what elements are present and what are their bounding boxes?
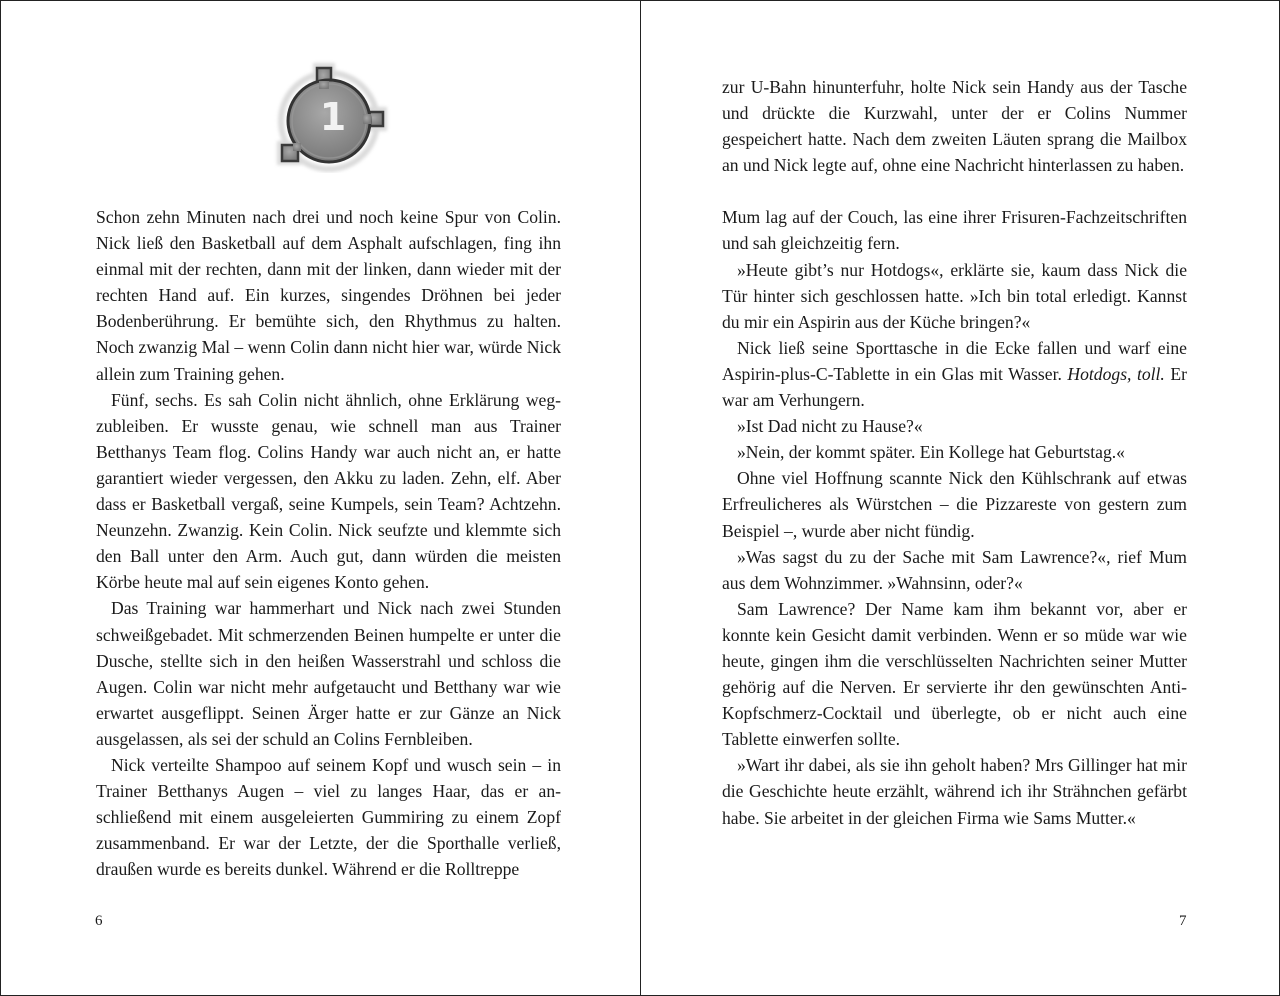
- paragraph: Nick verteilte Shampoo auf seinem Kopf und wusch sein – in Trainer Betthanys Augen – viel zu langes Haar, das er anschließend mit einem ausgeleierten Gummiring zu einem Zopf zusammenband. Er war der Letzte, der die Sporthalle verließ, draußen wurde es bereits dunkel. Während er die Rolltreppe: [96, 754, 561, 880]
- text-run: Nick ließ seine Sporttasche in die Ecke fallen und warf eine Aspirin-plus-C-Tablette in ein Glas mit Wasser.: [722, 337, 1187, 384]
- chapter-number: 1: [319, 95, 347, 139]
- paragraph: Das Training war hammerhart und Nick nach zwei Stunden schweißgebadet. Mit schmerzenden Beinen humpelte er unter die Dusche, stellte sich in den heißen Wasserstrahl und schloss die Augen. Colin war nicht mehr aufgetaucht und Betthany war wie erwartet ausgeflippt. Seinen Ärger hatte er zur Gänze an Nick ausgelassen, als sei der schuld an Colins Fernbleiben.: [96, 598, 561, 749]
- left-page-text: [96, 204, 561, 882]
- paragraph: »Wart ihr dabei, als sie ihn geholt haben? Mrs Gillinger hat mir die Geschichte heute erzählt, während ich ihr Strähnchen gefärbt habe. Sie arbeitet in der gleichen Firma wie Sams Mutter.«: [722, 755, 1187, 828]
- paragraph: »Ist Dad nicht zu Hause?«: [737, 416, 923, 437]
- paragraph: »Nein, der kommt später. Ein Kollege hat Geburtstag.«: [737, 442, 1125, 463]
- page-number-right: 7: [1179, 913, 1187, 929]
- paragraph: »Heute gibt’s nur Hotdogs«, erklärte sie, kaum dass Nick die Tür hinter sich geschlossen hatte. »Ich bin total erledigt. Kannst du mir ein Aspirin aus der Küche bringen?«: [722, 259, 1187, 332]
- paragraph: zur U-Bahn hinunterfuhr, holte Nick sein Handy aus der Tasche und drückte die Kurzwahl, unter der er Colins Nummer gespeichert hatte. Nach dem zweiten Läuten sprang die Mailbox an und Nick legte auf, ohne eine Nachricht hinterlassen zu haben.: [722, 77, 1187, 176]
- page-number-left: 6: [95, 913, 103, 929]
- italic-text: Hotdogs, toll.: [1067, 363, 1165, 384]
- paragraph: Mum lag auf der Couch, las eine ihrer Frisuren-Fachzeitschriften und sah gleichzeitig fern.: [722, 207, 1187, 254]
- chapter-emblem: [269, 59, 395, 173]
- paragraph: [722, 335, 1187, 413]
- paragraph: Schon zehn Minuten nach drei und noch keine Spur von Colin. Nick ließ den Basketball auf dem Asphalt aufschlagen, fing ihn einmal mit der rechten, dann mit der linken, dann wieder mit der rechten Hand auf. Ein kurzes, singendes Dröhnen bei jeder Bodenberührung. Er bemühte sich, den Rhythmus zu halten. Noch zwanzig Mal – wenn Colin dann nicht hier war, würde Nick allein zum Training gehen.: [96, 207, 561, 384]
- paragraph: »Was sagst du zu der Sache mit Sam Lawrence?«, rief Mum aus dem Wohnzimmer. »Wahnsinn, oder?«: [722, 546, 1187, 593]
- right-page-text: [722, 74, 1187, 831]
- paragraph: Sam Lawrence? Der Name kam ihm bekannt vor, aber er konnte kein Gesicht damit verbinden. Wenn er so müde war wie heute, gingen ihm die verschlüsselten Nachrichten seiner Mutter gehörig auf die Nerven. Er servierte ihr den gewünschten Anti-Kopfschmerz-Cocktail und überlegte, ob er nicht auch eine Tablette einwerfen sollte.: [722, 598, 1187, 750]
- paragraph: Fünf, sechs. Es sah Colin nicht ähnlich, ohne Erklärung wegzubleiben. Er wusste genau, wie schnell man aus Trainer Betthanys Team flog. Colins Handy war auch nicht an, er hatte garantiert wieder vergessen, den Akku zu laden. Zehn, elf. Aber dass er Basketball vergaß, seine Kumpels, sein Team? Achtzehn. Neunzehn. Zwanzig. Kein Colin. Nick seufzte und klemmte sich den Ball unter den Arm. Auch gut, dann würden die meisten Körbe heute mal auf sein eigenes Konto gehen.: [96, 389, 561, 593]
- text-run: Er war am Verhungern.: [722, 363, 1187, 411]
- right-page: [641, 1, 1279, 995]
- left-page: [1, 1, 640, 995]
- paragraph: Ohne viel Hoffnung scannte Nick den Kühlschrank auf etwas Erfreulicheres als Würstchen – die Pizzareste von gestern zum Beispiel –, wurde aber nicht fündig.: [722, 468, 1187, 541]
